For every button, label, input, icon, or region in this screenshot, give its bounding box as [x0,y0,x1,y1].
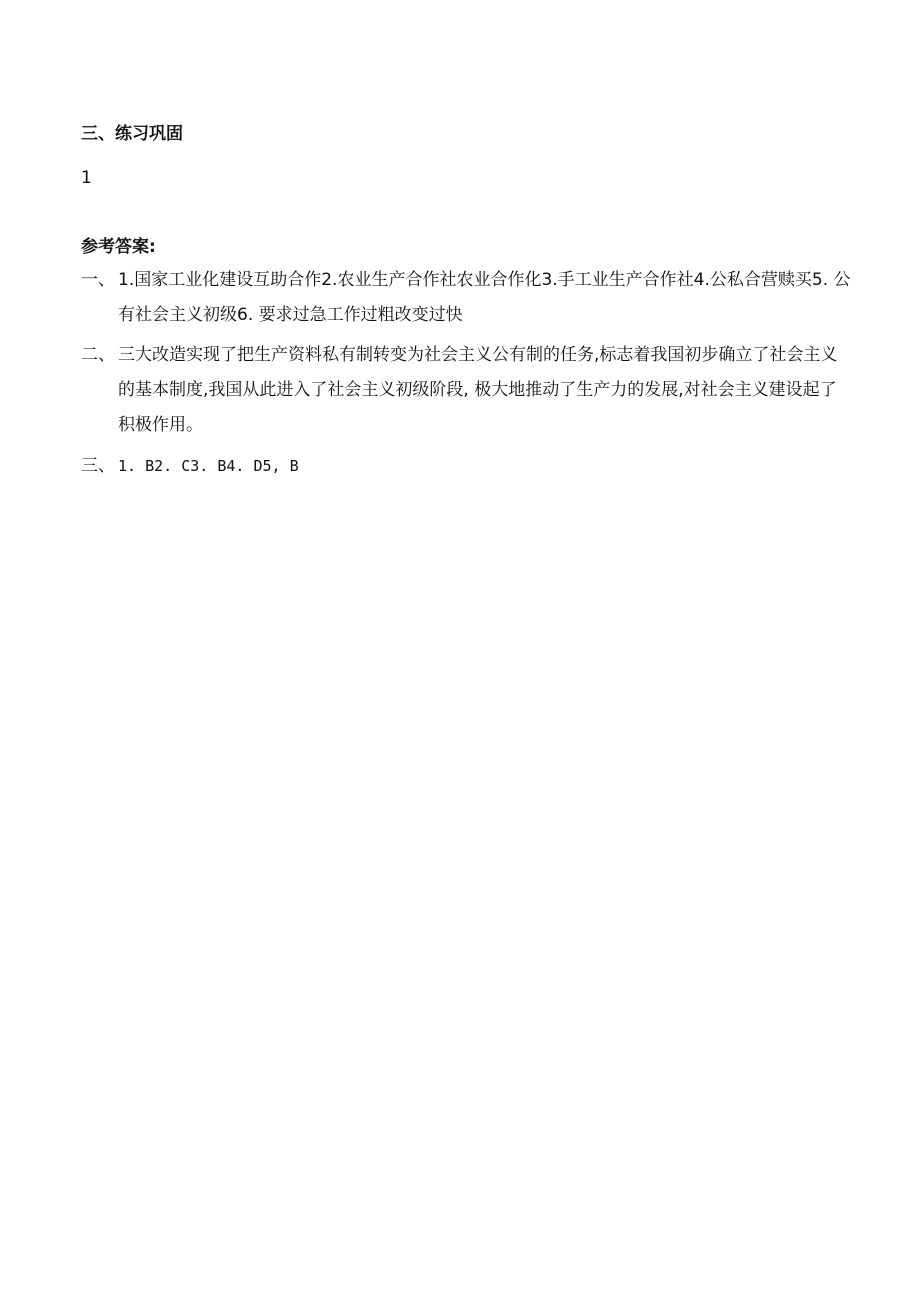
answer-item-3 [81,449,851,484]
section-heading: 三、练习巩固 [81,124,183,144]
answer-line: 1. B2. C3. B4. D5, B [118,457,299,475]
answer-item-2 [81,338,851,443]
answer-key-title: 参考答案: [81,237,156,257]
answer-line: 积极作用。 [118,415,203,435]
answer-item-body [81,449,851,484]
answer-item-body [81,263,851,333]
question-number: 1 [81,168,92,188]
answer-line: 有社会主义初级6. 要求过急工作过粗改变过快 [118,305,463,325]
answer-item-body [81,338,851,443]
answer-item-prefix: 三、 [81,456,115,476]
answer-item-1 [81,263,851,333]
answer-line: 三大改造实现了把生产资料私有制转变为社会主义公有制的任务,标志着我国初步确立了社会主义 [118,345,838,365]
answer-item-prefix: 一、 [81,270,115,290]
answer-line: 的基本制度,我国从此进入了社会主义初级阶段, 极大地推动了生产力的发展,对社会主义建设起了 [118,380,837,400]
answer-item-prefix: 二、 [81,345,115,365]
answer-line: 1.国家工业化建设互助合作2.农业生产合作社农业合作化3.手工业生产合作社4.公私合营赎买5. 公 [118,270,851,290]
